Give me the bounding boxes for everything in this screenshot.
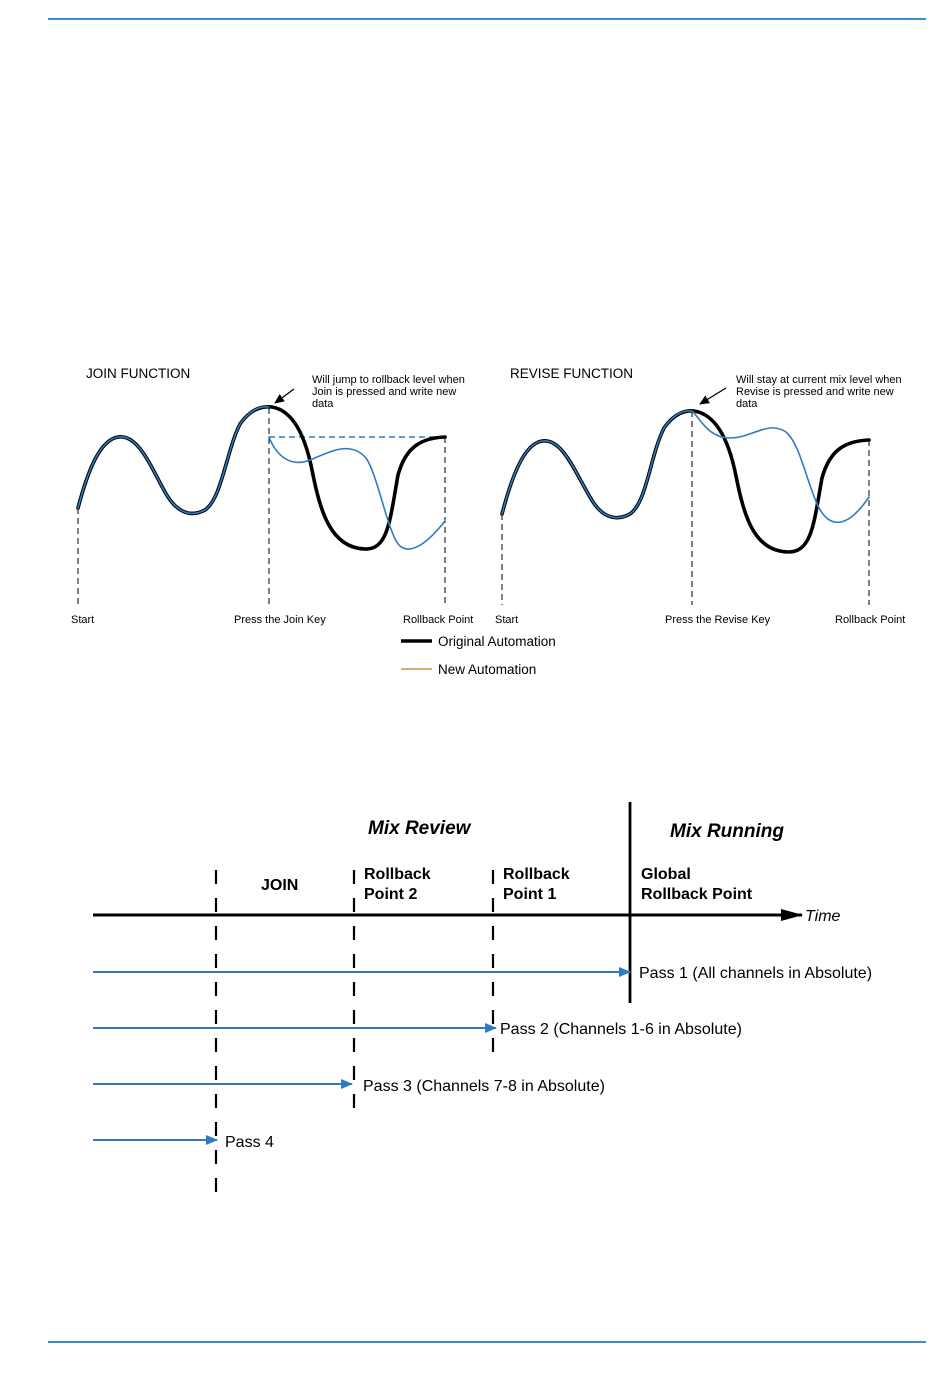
revise-note-line-3: data [736, 398, 758, 410]
join-label: JOIN [261, 877, 299, 894]
pass-3-label: Pass 3 (Channels 7-8 in Absolute) [363, 1078, 605, 1095]
revise-title: REVISE FUNCTION [510, 366, 634, 381]
global-rollback-label-line-1: Global [641, 866, 691, 883]
rollback-point-1-label-line-2: Point 1 [503, 886, 557, 903]
revise-original-curve [502, 411, 869, 552]
revise-start-label: Start [495, 614, 519, 626]
revise-note-line-1: Will stay at current mix level when [736, 374, 902, 386]
mix-running-heading: Mix Running [670, 821, 784, 842]
global-rollback-label-line-2: Rollback Point [641, 886, 753, 903]
revise-note-arrow [700, 388, 726, 404]
legend-original-label: Original Automation [438, 634, 556, 649]
time-axis-label: Time [805, 908, 841, 925]
revise-note-line-2: Revise is pressed and write new [736, 386, 894, 398]
join-title: JOIN FUNCTION [86, 366, 191, 381]
rollback-point-2-label-line-1: Rollback [364, 866, 431, 883]
join-shared-new-curve [78, 407, 269, 514]
join-rollback-label: Rollback Point [403, 614, 474, 626]
join-note-line-3: data [312, 398, 334, 410]
join-note-line-1: Will jump to rollback level when [312, 374, 465, 386]
mix-review-heading: Mix Review [368, 818, 471, 839]
revise-diagram [495, 366, 905, 626]
join-note-arrow [275, 389, 294, 403]
join-key-label: Press the Join Key [234, 614, 326, 626]
join-start-label: Start [71, 614, 95, 626]
pass-2-label: Pass 2 (Channels 1-6 in Absolute) [500, 1021, 742, 1038]
join-new-curve [269, 437, 445, 549]
revise-key-label: Press the Revise Key [665, 614, 771, 626]
timeline-diagram [93, 802, 872, 1197]
rollback-point-1-label-line-1: Rollback [503, 866, 570, 883]
join-diagram [71, 366, 473, 626]
revise-rollback-label: Rollback Point [835, 614, 906, 626]
legend [401, 634, 556, 677]
pass-1-label: Pass 1 (All channels in Absolute) [639, 965, 873, 982]
join-note-line-2: Join is pressed and write new [312, 386, 457, 398]
rollback-point-2-label-line-2: Point 2 [364, 886, 418, 903]
pass-4-label: Pass 4 [225, 1134, 274, 1151]
legend-new-label: New Automation [438, 662, 537, 677]
